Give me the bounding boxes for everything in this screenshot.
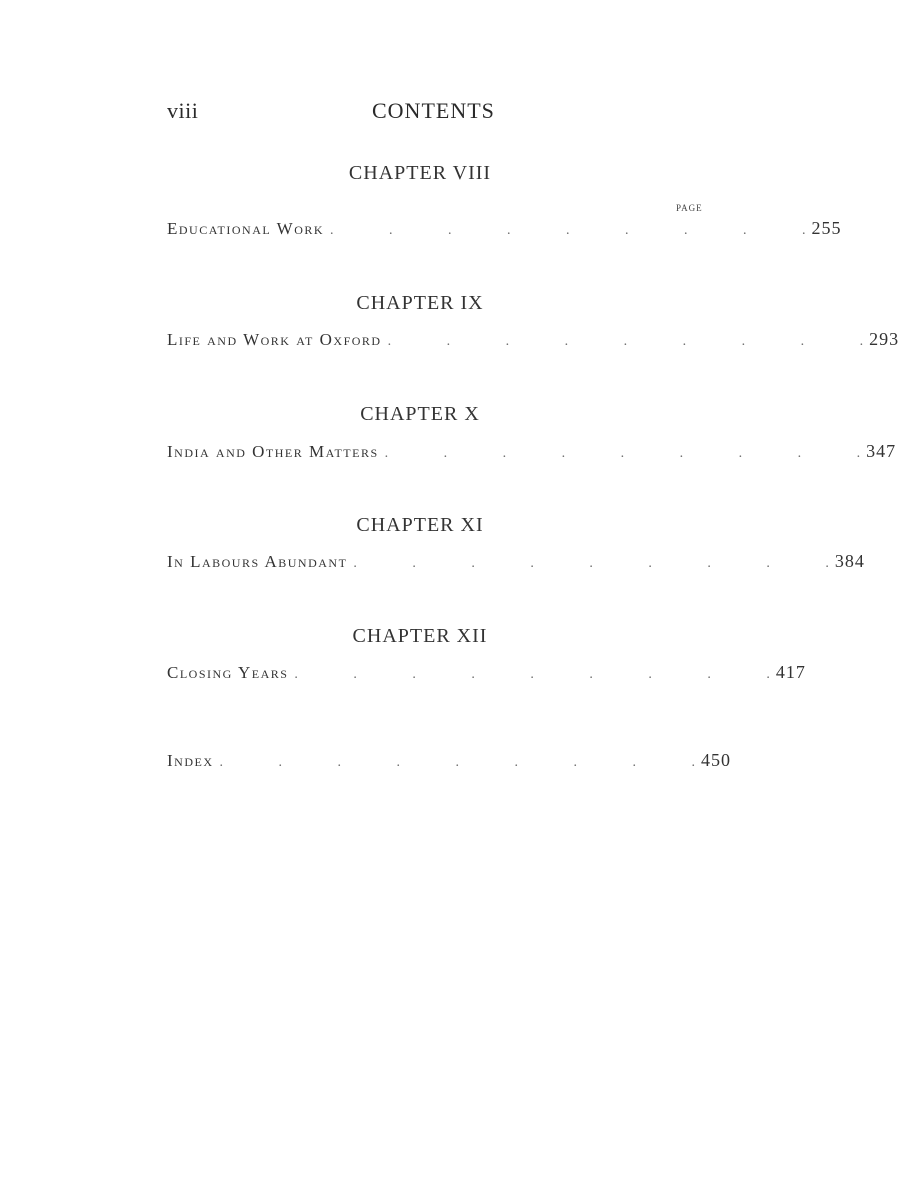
toc-entry-page: 255 (811, 218, 842, 238)
toc-entry-page: 347 (866, 441, 897, 461)
dot-leader: . . . . . . . . . (219, 755, 695, 770)
chapter-heading: CHAPTER IX (356, 292, 484, 314)
dot-leader: . . . . . . . . . (353, 556, 829, 571)
chapter-heading: CHAPTER X (360, 403, 480, 425)
page-column-label: PAGE (676, 203, 703, 213)
running-head: CONTENTS (372, 98, 495, 123)
toc-entry[interactable] (167, 441, 897, 467)
toc-entry-page: 450 (701, 750, 731, 770)
dot-leader: . . . . . . . . . (330, 223, 806, 238)
dot-leader: . . . . . . . . . (384, 446, 861, 461)
toc-entry-title: Life and Work at Oxford (167, 330, 382, 349)
toc-entry-title: In Labours Abundant (167, 552, 348, 571)
toc-entry-index[interactable] (167, 750, 731, 776)
dot-leader: . . . . . . . . . (294, 667, 770, 682)
toc-entry[interactable] (167, 662, 806, 688)
chapter-heading: CHAPTER XII (352, 625, 488, 647)
toc-entry-page: 417 (775, 662, 806, 682)
chapter-heading: CHAPTER XI (356, 514, 484, 536)
toc-entry-title: India and Other Matters (167, 442, 379, 461)
chapter-heading: CHAPTER VIII (348, 162, 492, 184)
toc-entry-page: 293 (869, 329, 899, 349)
toc-entry-page: 384 (834, 551, 865, 571)
toc-entry[interactable] (167, 218, 842, 244)
toc-entry-title: Index (167, 751, 214, 770)
dot-leader: . . . . . . . . . (387, 334, 864, 349)
toc-entry[interactable] (167, 329, 899, 355)
toc-entry-title: Educational Work (167, 219, 325, 238)
page-number: viii (167, 98, 199, 123)
toc-entry[interactable] (167, 551, 865, 577)
toc-entry-title: Closing Years (167, 663, 289, 682)
